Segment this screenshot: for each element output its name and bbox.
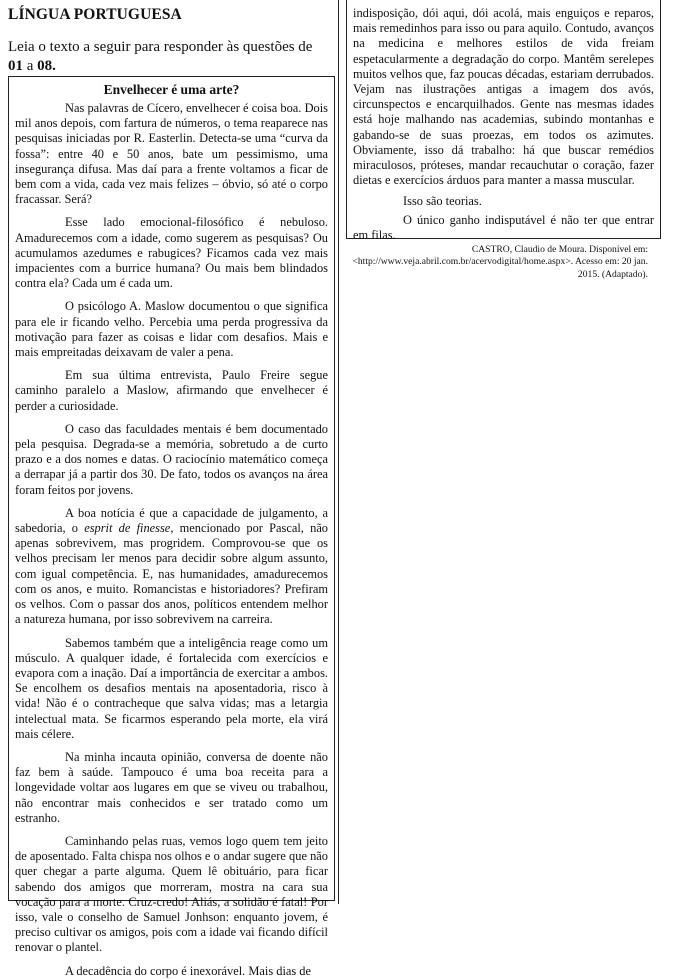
article-box-right [346,0,661,242]
column-divider [338,0,339,904]
paragraph: Caminhando pelas ruas, vemos logo quem tem jeito de aposentado. Falta chispa nos olhos e o andar sugere que não quer chegar a parte alguma. Quem lê obituário, para ficar sabendo dos amigos que morreram, mostra na cara sua vocação para a morte. Cruz-credo! Aliás, a solidão é fatal! Por isso, vale o conselho de Samuel Jonhson: enquanto jovem, é preciso cultivar os amigos, pois com a idade vai ficando difícil renovar o plantel. [15,833,328,955]
paragraph: Na minha incauta opinião, conversa de doente não faz bem à saúde. Tampouco é uma boa receita para a longevidade voltar aos lugares em que se viveu ou trabalhou, não encontrar mais conhecidos e ser tratado como um estranho. [15,749,328,825]
source-link[interactable]: <http://www.veja.abril.com.br/acervodigital/home.aspx>. Acesso em: 20 jan. [352,256,648,268]
paragraph: O psicólogo A. Maslow documentou o que significa para ele ir ficando velho. Percebia uma perda progressiva da motivação para fazer as coisas e lidar com desafios. Mais e mais empreitadas deixavam de valer a pena. [15,299,328,360]
paragraph [15,506,328,628]
paragraph-italic: esprit de finesse [84,521,171,536]
instruction-suffix: . [52,58,56,74]
paragraph: A decadência do corpo é inexorável. Mais dias de [65,963,311,978]
paragraph-continuation: indisposição, dói aqui, dói acolá, mais enguiços e reparos, mais remedinhos para isso ou para aquilo. Contudo, avanços na medicina e melhores estilos de vida freiam espetacularmente a degradação do corpo. Mantêm serelepes muitos velhos que, faz poucas décadas, estariam derrubados. Vejam nas ilustrações antigas a imagem dos avós, circunspectos e encarquilhados. Gente nas mesmas idades está hoje malhando nas academias, subindo montanhas e gabando-se de suas proezas, em todos os azimutes. Obviamente, isso dá trabalho: há que buscar remédios miraculosos, próteses, mandar recauchutar o coração, fazer dietas e exercícios árduos para manter a massa muscular. [353,6,654,188]
article-box-left [8,76,335,978]
paragraph-text: , mencionado por Pascal, não apenas sobrevivem, mas progridem. Comprovou-se que os velhos precisam ler menos para decidir sobre algum assunto, com igual competência. E, nas humanidades, amadurecemos com os anos, e muito. Romancistas e historiadores? Prefiram os velhos. Com o passar dos anos, políticos entendem melhor a natureza humana, por isso sobrevivem na carreira. [15,521,329,627]
paragraph: O único ganho indisputável é não ter que entrar em filas. [353,212,654,242]
paragraph: O caso das faculdades mentais é bem documentado pela pesquisa. Degrada-se a memória, sobretudo a de curto prazo e a dos nomes e datas. O raciocínio matemático começa a derrapar já a partir dos 30. De fato, todos os avanços na área foram feitos por jovens. [15,421,328,497]
paragraph: Nas palavras de Cícero, envelhecer é coisa boa. Dois mil anos depois, com fartura de números, o tema reaparece nas pesquisas iniciadas por R. Easterlin. Detecta-se uma “curva da fossa”: entre 40 e 50 anos, bate um pessimismo, uma insegurança difusa. Mas daí para a frente voltamos a ficar de bem com a vida, cada vez mais felizes – óbvio, só até o corpo fracassar. Será? [15,101,328,207]
source-citation [348,244,648,281]
paragraph: Isso são teorias. [403,194,482,209]
paragraph: Esse lado emocional-filosófico é nebuloso. Amadurecemos com a idade, como sugerem as pesquisas? Ou acumulamos azedumes e rabugices? Ficamos cada vez mais impacientes com a burrice humana? Ou mais bem blindados contra ela? Cada um é cada um. [15,215,328,291]
paragraph-text: A boa notícia é que a capacidade de julgamento, a sabedoria, o [15,505,328,536]
source-line: CASTRO, Claudio de Moura. Disponível em: [471,244,648,255]
instruction-to: 08 [37,58,53,74]
article-title: Envelhecer é uma arte? [103,82,240,97]
section-title: LÍNGUA PORTUGUESA [8,6,182,23]
source-line: 2015. (Adaptado). [577,268,648,280]
paragraph: Em sua última entrevista, Paulo Freire segue caminho paralelo a Maslow, afirmando que envelhecer é perder a curiosidade. [15,368,328,413]
instruction-from: 01 [8,58,23,74]
paragraph: Sabemos também que a inteligência reage como um músculo. A qualquer idade, é fortalecida com exercícios e evapora com a inação. Daí a importância de exercitar a ambos. Se encolhem os desafios mentais na aposentadoria, risco à vida! Não é o contracheque que salva vidas; mas a letargia intelectual mata. Se ficarmos esperando pela morte, ela virá mais célere. [15,635,328,741]
instruction [8,38,330,76]
instruction-mid: a [23,58,38,74]
instruction-prefix: Leia o texto a seguir para responder às questões de [8,39,313,55]
